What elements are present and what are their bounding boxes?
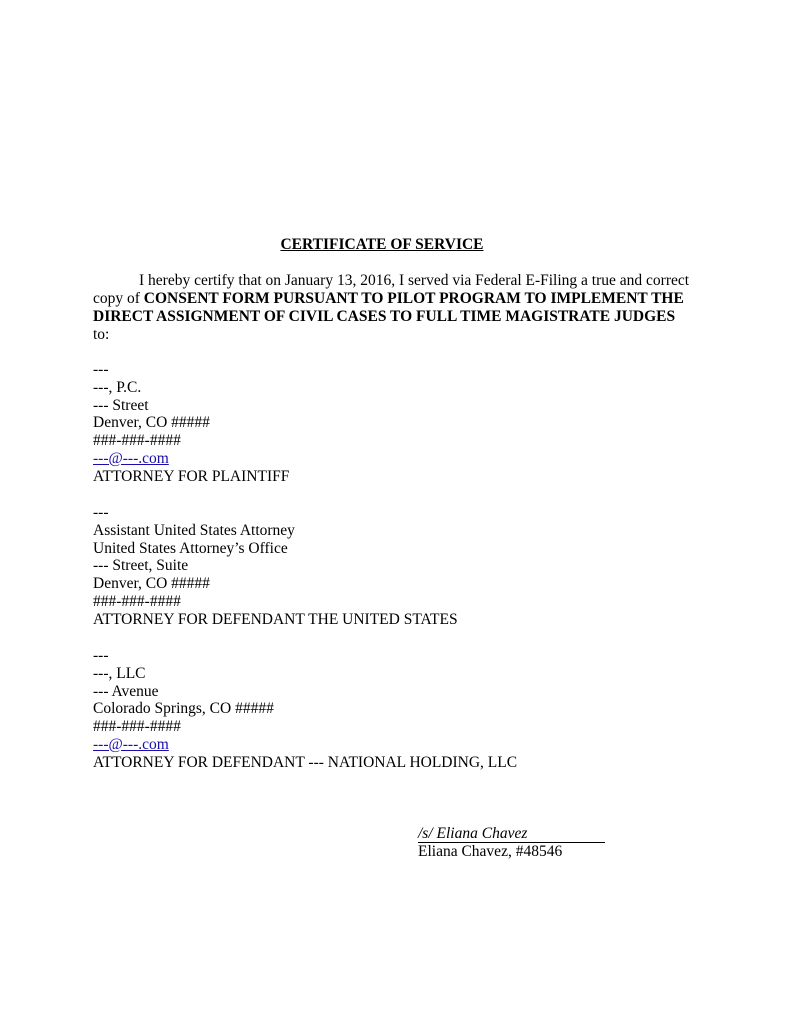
recipient-city: Denver, CO ##### bbox=[93, 575, 210, 593]
recipient-city: Colorado Springs, CO ##### bbox=[93, 700, 274, 718]
recipient-phone: ###-###-#### bbox=[93, 432, 181, 450]
recipient-email-link[interactable]: ---@---.com bbox=[93, 735, 169, 753]
certification-text-before: I hereby certify that on January 13, 2016, I served via Federal E-Filing a true and correct copy of bbox=[93, 272, 690, 307]
recipient-block-national-holding bbox=[93, 647, 517, 772]
recipient-street: --- Avenue bbox=[93, 682, 159, 700]
recipient-city: Denver, CO ##### bbox=[93, 414, 210, 432]
recipient-firm: ---, P.C. bbox=[93, 378, 142, 396]
recipient-role: ATTORNEY FOR DEFENDANT --- NATIONAL HOLDING, LLC bbox=[93, 753, 518, 771]
recipient-name: --- bbox=[93, 504, 109, 521]
served-document-name: CONSENT FORM PURSUANT TO PILOT PROGRAM TO IMPLEMENT THE DIRECT ASSIGNMENT OF CIVIL CASES TO FULL TIME MAGISTRATE JUDGES bbox=[93, 290, 684, 325]
page-title: CERTIFICATE OF SERVICE bbox=[280, 236, 484, 253]
signature-block bbox=[418, 825, 605, 861]
certification-paragraph bbox=[93, 272, 693, 344]
recipient-street: --- Street bbox=[93, 396, 149, 414]
recipient-office: United States Attorney’s Office bbox=[93, 539, 288, 557]
recipient-role: ATTORNEY FOR PLAINTIFF bbox=[93, 467, 290, 485]
electronic-signature: /s/ Eliana Chavez bbox=[418, 826, 605, 843]
signer-printed-name: Eliana Chavez, #48546 bbox=[418, 843, 563, 860]
recipient-firm: ---, LLC bbox=[93, 664, 146, 682]
certification-text-after: to: bbox=[93, 326, 110, 343]
recipient-block-plaintiff bbox=[93, 361, 289, 486]
recipient-name: --- bbox=[93, 647, 109, 664]
recipient-name: --- bbox=[93, 361, 109, 378]
recipient-email-link[interactable]: ---@---.com bbox=[93, 449, 169, 467]
recipient-title: Assistant United States Attorney bbox=[93, 521, 295, 539]
recipient-street: --- Street, Suite bbox=[93, 557, 189, 575]
recipient-phone: ###-###-#### bbox=[93, 718, 181, 736]
recipient-phone: ###-###-#### bbox=[93, 592, 181, 610]
recipient-block-united-states bbox=[93, 504, 458, 629]
recipient-role: ATTORNEY FOR DEFENDANT THE UNITED STATES bbox=[93, 610, 458, 628]
